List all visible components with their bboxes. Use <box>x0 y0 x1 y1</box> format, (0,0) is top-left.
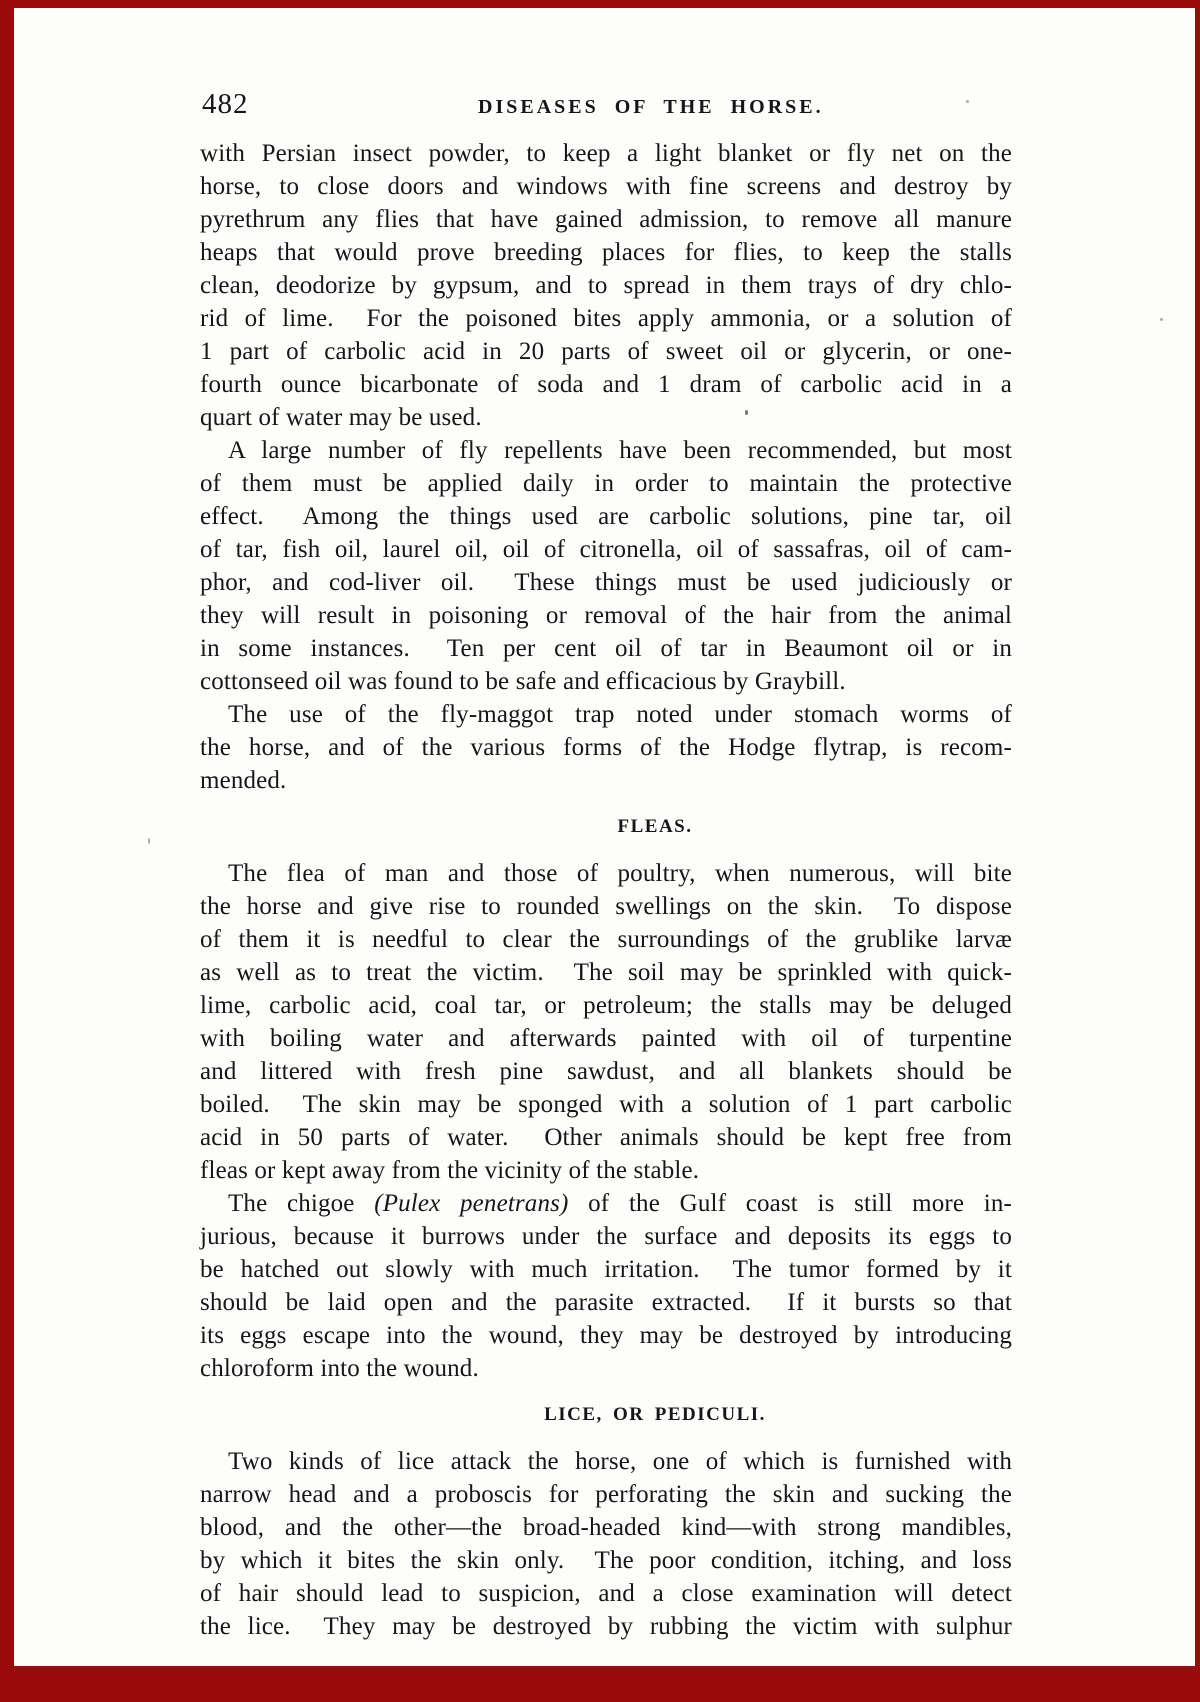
text-line <box>200 923 1012 956</box>
text-line <box>200 890 1012 923</box>
text-segment: of tar, fish oil, laurel oil, oil of citronella, oil of sassafras, oil of cam- <box>200 536 1012 563</box>
text-line <box>200 857 1012 890</box>
text-segment: the lice. They may be destroyed by rubbing the victim with sulphur <box>200 1613 1012 1640</box>
text-segment: jurious, because it burrows under the surface and deposits its eggs to <box>200 1223 1012 1250</box>
text-line <box>200 335 1012 368</box>
text-segment: should be laid open and the parasite extracted. If it bursts so that <box>200 1289 1012 1316</box>
scan-border-left <box>0 0 14 1702</box>
text-segment: its eggs escape into the wound, they may be destroyed by introducing <box>200 1322 1012 1349</box>
text-line <box>200 137 1012 170</box>
text-line <box>200 1544 1012 1577</box>
text-segment: fourth ounce bicarbonate of soda and 1 dram of carbolic acid in a <box>200 371 1012 398</box>
text-segment: of them must be applied daily in order to maintain the protective <box>200 470 1012 497</box>
text-segment: The chigoe <box>228 1190 375 1217</box>
text-segment: of hair should lead to suspicion, and a close examination will detect <box>200 1580 1012 1607</box>
section-heading: LICE, OR PEDICULI. <box>544 1404 766 1425</box>
text-line <box>200 1445 1012 1478</box>
scan-speck <box>148 838 150 844</box>
text-line <box>200 731 1012 764</box>
text-line <box>200 1055 1012 1088</box>
text-line <box>200 764 1012 797</box>
text-line <box>200 698 1012 731</box>
text-segment: The flea of man and those of poultry, when numerous, will bite <box>228 860 1012 887</box>
text-segment: and littered with fresh pine sawdust, and all blankets should be <box>200 1058 1012 1085</box>
paragraph <box>200 1187 1012 1385</box>
text-segment: Two kinds of lice attack the horse, one of which is furnished with <box>228 1448 1012 1475</box>
paragraph <box>200 698 1012 797</box>
text-line <box>200 500 1012 533</box>
running-header-title: DISEASES OF THE HORSE. <box>478 96 824 118</box>
text-line <box>200 170 1012 203</box>
text-segment: pyrethrum any flies that have gained admission, to remove all manure <box>200 206 1012 233</box>
text-segment: fleas or kept away from the vicinity of the stable. <box>200 1157 700 1184</box>
text-segment: as well as to treat the victim. The soil may be sprinkled with quick- <box>200 959 1012 986</box>
scan-speck <box>1160 318 1163 321</box>
text-segment: acid in 50 parts of water. Other animals should be kept free from <box>200 1124 1012 1151</box>
text-line <box>200 1220 1012 1253</box>
text-segment: mended. <box>200 767 287 794</box>
text-line <box>200 599 1012 632</box>
text-line <box>200 401 1012 434</box>
text-line <box>200 1154 1012 1187</box>
text-segment: heaps that would prove breeding places for flies, to keep the stalls <box>200 239 1012 266</box>
text-line <box>200 1319 1012 1352</box>
text-segment: lime, carbolic acid, coal tar, or petroleum; the stalls may be deluged <box>200 992 1012 1019</box>
text-segment: (Pulex penetrans) <box>374 1190 569 1217</box>
text-line <box>200 1478 1012 1511</box>
text-segment: phor, and cod-liver oil. These things must be used judiciously or <box>200 569 1012 596</box>
text-line <box>200 989 1012 1022</box>
text-segment: chloroform into the wound. <box>200 1355 479 1382</box>
text-segment: the horse and give rise to rounded swellings on the skin. To dispose <box>200 893 1012 920</box>
text-line <box>200 1088 1012 1121</box>
text-segment: clean, deodorize by gypsum, and to spread in them trays of dry chlo- <box>200 272 1012 299</box>
text-line <box>200 302 1012 335</box>
text-segment: in some instances. Ten per cent oil of tar in Beaumont oil or in <box>200 635 1012 662</box>
scan-border-top <box>0 0 1200 8</box>
text-line <box>200 1121 1012 1154</box>
text-line <box>200 434 1012 467</box>
scan-speck <box>745 410 748 415</box>
paragraph <box>200 434 1012 698</box>
text-segment: horse, to close doors and windows with fine screens and destroy by <box>200 173 1012 200</box>
text-segment: of the Gulf coast is still more in- <box>568 1190 1012 1217</box>
text-segment: narrow head and a proboscis for perforating the skin and sucking the <box>200 1481 1012 1508</box>
text-segment: rid of lime. For the poisoned bites apply ammonia, or a solution of <box>200 305 1012 332</box>
text-line <box>200 665 1012 698</box>
text-line <box>200 269 1012 302</box>
text-segment: of them it is needful to clear the surroundings of the grublike larvæ <box>200 926 1012 953</box>
text-line <box>200 1352 1012 1385</box>
text-segment: quart of water may be used. <box>200 404 482 431</box>
text-segment: be hatched out slowly with much irritation. The tumor formed by it <box>200 1256 1012 1283</box>
text-segment: boiled. The skin may be sponged with a solution of 1 part carbolic <box>200 1091 1012 1118</box>
text-segment: A large number of fly repellents have been recommended, but most <box>228 437 1012 464</box>
text-line <box>200 467 1012 500</box>
text-segment: 1 part of carbolic acid in 20 parts of sweet oil or glycerin, or one- <box>200 338 1012 365</box>
scan-speck <box>966 100 969 103</box>
text-segment: by which it bites the skin only. The poor condition, itching, and loss <box>200 1547 1012 1574</box>
text-segment: blood, and the other—the broad-headed kind—with strong mandibles, <box>200 1514 1012 1541</box>
text-segment: they will result in poisoning or removal of the hair from the animal <box>200 602 1012 629</box>
text-line <box>200 632 1012 665</box>
text-line <box>200 566 1012 599</box>
text-line <box>200 203 1012 236</box>
page-number: 482 <box>202 88 249 120</box>
text-line <box>200 236 1012 269</box>
text-line <box>200 1286 1012 1319</box>
text-segment: the horse, and of the various forms of the Hodge flytrap, is recom- <box>200 734 1012 761</box>
paragraph <box>200 857 1012 1187</box>
text-line <box>200 1187 1012 1220</box>
scan-border-right <box>1195 0 1200 1702</box>
text-segment: effect. Among the things used are carbolic solutions, pine tar, oil <box>200 503 1012 530</box>
text-line <box>200 956 1012 989</box>
text-line <box>200 533 1012 566</box>
text-line <box>200 1610 1012 1643</box>
section-heading: FLEAS. <box>617 816 693 837</box>
scan-border-bottom <box>0 1666 1200 1702</box>
text-column <box>200 137 1012 1643</box>
text-line <box>200 1511 1012 1544</box>
paragraph <box>200 1445 1012 1643</box>
text-segment: cottonseed oil was found to be safe and efficacious by Graybill. <box>200 668 846 695</box>
text-line <box>200 1022 1012 1055</box>
text-segment: The use of the fly-maggot trap noted under stomach worms of <box>228 701 1012 728</box>
text-line <box>200 1253 1012 1286</box>
text-line <box>200 1577 1012 1610</box>
paragraph <box>200 137 1012 434</box>
text-segment: with Persian insect powder, to keep a light blanket or fly net on the <box>200 140 1012 167</box>
text-line <box>200 368 1012 401</box>
text-segment: with boiling water and afterwards painted with oil of turpentine <box>200 1025 1012 1052</box>
